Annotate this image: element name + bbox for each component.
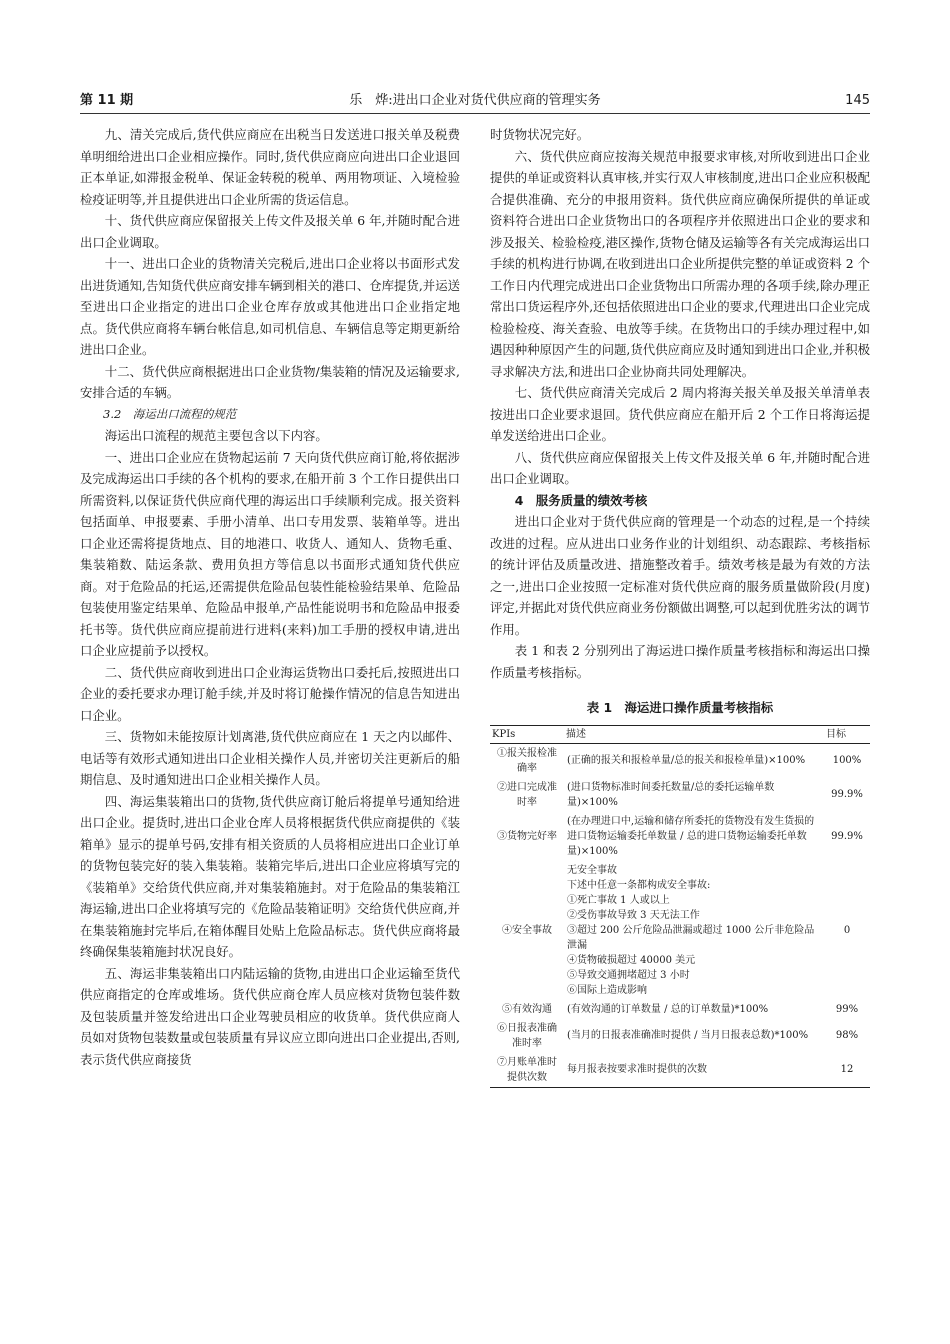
table-header-target: 目标 bbox=[824, 725, 870, 743]
paragraph: 四、海运集装箱出口的货物,货代供应商订舱后将提单号通知给进出口企业。提货时,进出口企业仓库人员将根据货代供应商提供的《装箱单》显示的提单号码,安排有相关资质的人员将相应进出口企业订单的货物包装完好的装入集装箱。装箱完毕后,进出口企业应将填写完的《装箱单》交给货代供应商,并对集装箱施封。对于危险品的集装箱江海运输,进出口企业将填写完的《危险品装箱证明》交给货代供应商,并在集装箱施封完毕后,在箱体醒目处贴上危险品标志。货代供应商将最终确保集装箱施封状况良好。 bbox=[80, 793, 460, 959]
target-cell: 0 bbox=[843, 924, 851, 936]
table-row bbox=[490, 1000, 870, 1019]
description-cell: (有效沟通的订单数量 / 总的订单数量)*100% bbox=[567, 1003, 769, 1015]
description-cell: (正确的报关和报检单量/总的报关和报检单量)×100% bbox=[567, 755, 806, 766]
description-cell: (进口货物标准时间委托数量/总的委托运输单数量)×100% bbox=[567, 781, 775, 808]
header-rule bbox=[80, 113, 870, 114]
description-cell: 无安全事故 下述中任意一条都构成安全事故: ①死亡事故 1 人或以上 ②受伤事故导致 3 天无法工作 ③超过 200 公斤危险品泄漏或超过 1000 公斤非危险品泄漏 ④货物破损超过 40000 美元 ⑤导致交通拥堵超过 3 小时 ⑥国际上造成影响 bbox=[567, 864, 815, 996]
kpi-cell: ②进口完成准时率 bbox=[497, 781, 557, 808]
paragraph: 六、货代供应商应按海关规范申报要求审核,对所收到进出口企业提供的单证或资料认真审核,并实行双人审核制度,进出口企业应积极配合提供准确、充分的申报用资料。货代供应商应确保所提供的单证或资料符合进出口企业货物出口的各项程序并依照进出口企业的要求和涉及报关、检验检疫,港区操作,货物仓储及运输等各有关完成海运出口手续的机构进行协调,在收到进出口企业所提供完整的单证或资料 2 个工作日内代理完成进出口企业货物出口所需办理的各项手续,除办理正常出口货运程序外,还包括依照进出口企业的要求,代理进出口企业完成检验检疫、海关查验、电放等手续。在货物出口的手续办理过程中,如遇因种种原因产生的问题,货代供应商应及时通知到进出口企业,并积极寻求解决方法,和进出口企业协商共同处理解决。 bbox=[490, 148, 870, 379]
paragraph: 九、清关完成后,货代供应商应在出税当日发送进口报关单及税费单明细给进出口企业相应操作。同时,货代供应商应向进出口企业退回正本单证,如滞报金税单、保证金转税的税单、两用物项证、入境检验检疫证明等,并且提供进出口企业所需的货运信息。 bbox=[80, 127, 460, 207]
target-cell: 99% bbox=[835, 1003, 859, 1015]
paragraph: 进出口企业对于货代供应商的管理是一个动态的过程,是一个持续改进的过程。应从进出口业务作业的计划组织、动态跟踪、考核指标的统计评估及质量改进、措施整改着手。绩效考核是最为有效的方法之一,进出口企业按照一定标准对货代供应商的服务质量做阶段(月度)评定,并据此对货代供应商业务份额做出调整,可以起到优胜劣汰的调节作用。 bbox=[490, 514, 870, 637]
table-header-description: 描述 bbox=[564, 725, 824, 743]
paragraph: 十、货代供应商应保留报关上传文件及报关单 6 年,并随时配合进出口企业调取。 bbox=[80, 213, 460, 250]
paragraph: 八、货代供应商应保留报关上传文件及报关单 6 年,并随时配合进出口企业调取。 bbox=[490, 449, 870, 486]
paragraph: 海运出口流程的规范主要包含以下内容。 bbox=[104, 428, 328, 443]
kpi-cell: ⑦月账单准时提供次数 bbox=[490, 1053, 564, 1088]
kpi-cell: ⑤有效沟通 bbox=[502, 1003, 552, 1015]
paragraph: 一、进出口企业应在货物起运前 7 天向货代供应商订舱,将依据涉及完成海运出口手续的各个机构的要求,在船开前 3 个工作日提供出口所需资料,以保证货代供应商代理的海运出口手续顺利完成。报关资料包括面单、申报要素、手册小清单、出口专用发票、装箱单等。进出口企业还需将提货地点、目的地港口、收货人、通知人、货物毛重、集装箱数、陆运条款、费用负担方等信息以书面形式通知货代供应商。对于危险品的托运,还需提供危险品包装性能检验结果单、危险品包装使用鉴定结果单、危险品申报单,产品性能说明书和危险品申报委托书等。货代供应商应提前进行进料(来料)加工手册的授权申请,进出口企业应提前予以授权。 bbox=[80, 449, 460, 658]
target-cell: 99.9% bbox=[831, 830, 863, 842]
description-cell: (当月的日报表准确准时提供 / 当月日报表总数)*100% bbox=[567, 1030, 809, 1041]
table-row bbox=[490, 1019, 870, 1053]
paragraph: 十二、货代供应商根据进出口企业货物/集装箱的情况及运输要求,安排合适的车辆。 bbox=[80, 363, 460, 400]
table-row bbox=[490, 743, 870, 778]
target-cell: 98% bbox=[835, 1030, 859, 1041]
paragraph: 五、海运非集装箱出口内陆运输的货物,由进出口企业运输至货代供应商指定的仓库或堆场。货代供应商仓库人员应核对货物包装件数及包装质量并签发给进出口企业驾驶员相应的收货单。货代供应商人员如对货物包装数量或包装质量有异议应立即向进出口企业提出,否则,表示货代供应商接货 bbox=[80, 965, 460, 1067]
table-caption: 表 1 海运进口操作质量考核指标 bbox=[586, 700, 774, 715]
paragraph: 七、货代供应商清关完成后 2 周内将海关报关单及报关单清单表按进出口企业要求退回。货代供应商应在船开后 2 个工作日将海运提单发送给进出口企业。 bbox=[490, 385, 870, 443]
kpi-cell: ④安全事故 bbox=[502, 924, 552, 936]
section-heading: 4 服务质量的绩效考核 bbox=[514, 492, 648, 508]
page-number: 145 bbox=[845, 93, 870, 108]
table-header-kpis: KPIs bbox=[490, 725, 564, 743]
paragraph: 二、货代供应商收到进出口企业海运货物出口委托后,按照进出口企业的委托要求办理订舱手续,并及时将订舱操作情况的信息告知进出口企业。 bbox=[80, 664, 460, 723]
running-title: 乐 烨:进出口企业对货代供应商的管理实务 bbox=[349, 93, 601, 108]
description-cell: 每月报表按要求准时提供的次数 bbox=[564, 1053, 824, 1088]
table-row bbox=[490, 812, 870, 861]
paragraph: 表 1 和表 2 分别列出了海运进口操作质量考核指标和海运出口操作质量考核指标。 bbox=[490, 643, 870, 680]
kpi-cell: ⑥日报表准确准时率 bbox=[497, 1022, 557, 1049]
target-cell: 99.9% bbox=[831, 789, 863, 800]
kpi-table bbox=[490, 725, 870, 1088]
paragraph: 三、货物如未能按原计划离港,货代供应商应在 1 天之内以邮件、电话等有效形式通知进出口企业相关操作人员,并密切关注更新后的船期信息、及时通知进出口企业相关操作人员。 bbox=[80, 729, 460, 787]
running-header bbox=[80, 90, 870, 112]
right-column bbox=[490, 124, 870, 1088]
table-row bbox=[490, 1053, 870, 1088]
left-column bbox=[80, 124, 460, 1070]
issue-number: 第 11 期 bbox=[80, 93, 134, 108]
table-row bbox=[490, 861, 870, 1000]
kpi-cell: ③货物完好率 bbox=[497, 830, 557, 842]
target-cell: 12 bbox=[824, 1053, 870, 1088]
table-row bbox=[490, 778, 870, 812]
subsection-heading: 3.2 海运出口流程的规范 bbox=[103, 406, 237, 421]
description-cell: (在办理进口中,运输和储存所委托的货物没有发生货损的进口货物运输委托单数量 / 总的进口货物运输委托单数量)×100% bbox=[567, 815, 815, 857]
kpi-cell: ①报关报检准确率 bbox=[497, 747, 557, 774]
paragraph: 十一、进出口企业的货物清关完税后,进出口企业将以书面形式发出进货通知,告知货代供应商安排车辆到相关的港口、仓库提货,并运送至进出口企业指定的进出口企业仓库存放或其他进出口企业指定地点。货代供应商将车辆台帐信息,如司机信息、车辆信息等定期更新给进出口企业。 bbox=[80, 256, 460, 357]
paragraph: 时货物状况完好。 bbox=[490, 127, 590, 142]
target-cell: 100% bbox=[832, 755, 862, 766]
